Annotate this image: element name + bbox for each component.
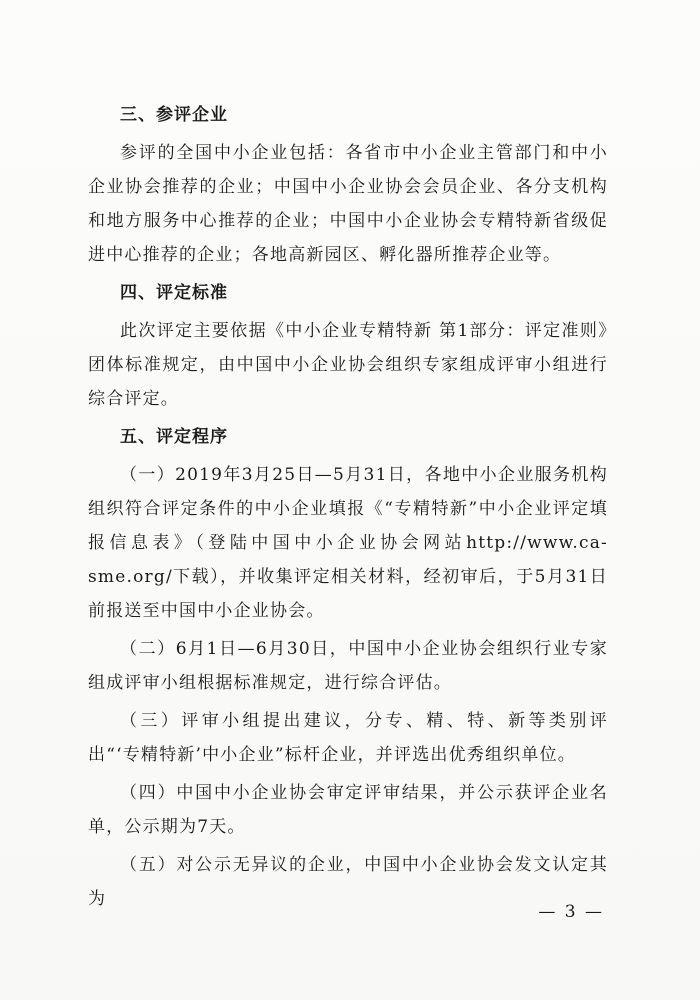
paragraph: （三）评审小组提出建议，分专、精、特、新等类别评出“‘专精特新’中小企业”标杆企业，并评选出优秀组织单位。	[88, 711, 608, 765]
document-body	[88, 98, 608, 920]
page-number: — 3 —	[538, 902, 604, 922]
section-heading: 五、评定程序	[120, 427, 228, 447]
paragraph: （二）6月1日—6月30日，中国中小企业协会组织行业专家组成评审小组根据标准规定，进行综合评估。	[88, 639, 608, 693]
paragraph: 此次评定主要依据《中小企业专精特新 第1部分：评定准则》团体标准规定，由中国中小企业协会组织专家组成评审小组进行综合评定。	[88, 321, 608, 409]
section-criteria	[88, 276, 608, 416]
paragraph: （四）中国中小企业协会审定评审结果，并公示获评企业名单，公示期为7天。	[88, 783, 608, 837]
paragraph: （一）2019年3月25日—5月31日，各地中小企业服务机构组织符合评定条件的中小企业填报《“专精特新”中小企业评定填报信息表》（登陆中国中小企业协会网站http://www.ca-sme.org/下载），并收集评定相关材料，经初审后，于5月31日前报送至中国中小企业协会。	[88, 465, 608, 621]
paragraph: （五）对公示无异议的企业，中国中小企业协会发文认定其为	[88, 855, 608, 909]
section-participants	[88, 98, 608, 272]
section-heading: 四、评定标准	[120, 283, 228, 303]
paragraph: 参评的全国中小企业包括：各省市中小企业主管部门和中小企业协会推荐的企业；中国中小企业协会会员企业、各分支机构和地方服务中心推荐的企业；中国中小企业协会专精特新省级促进中心推荐的企业；各地高新园区、孵化器所推荐企业等。	[88, 143, 608, 265]
section-heading: 三、参评企业	[120, 105, 228, 125]
section-procedure	[88, 420, 608, 916]
